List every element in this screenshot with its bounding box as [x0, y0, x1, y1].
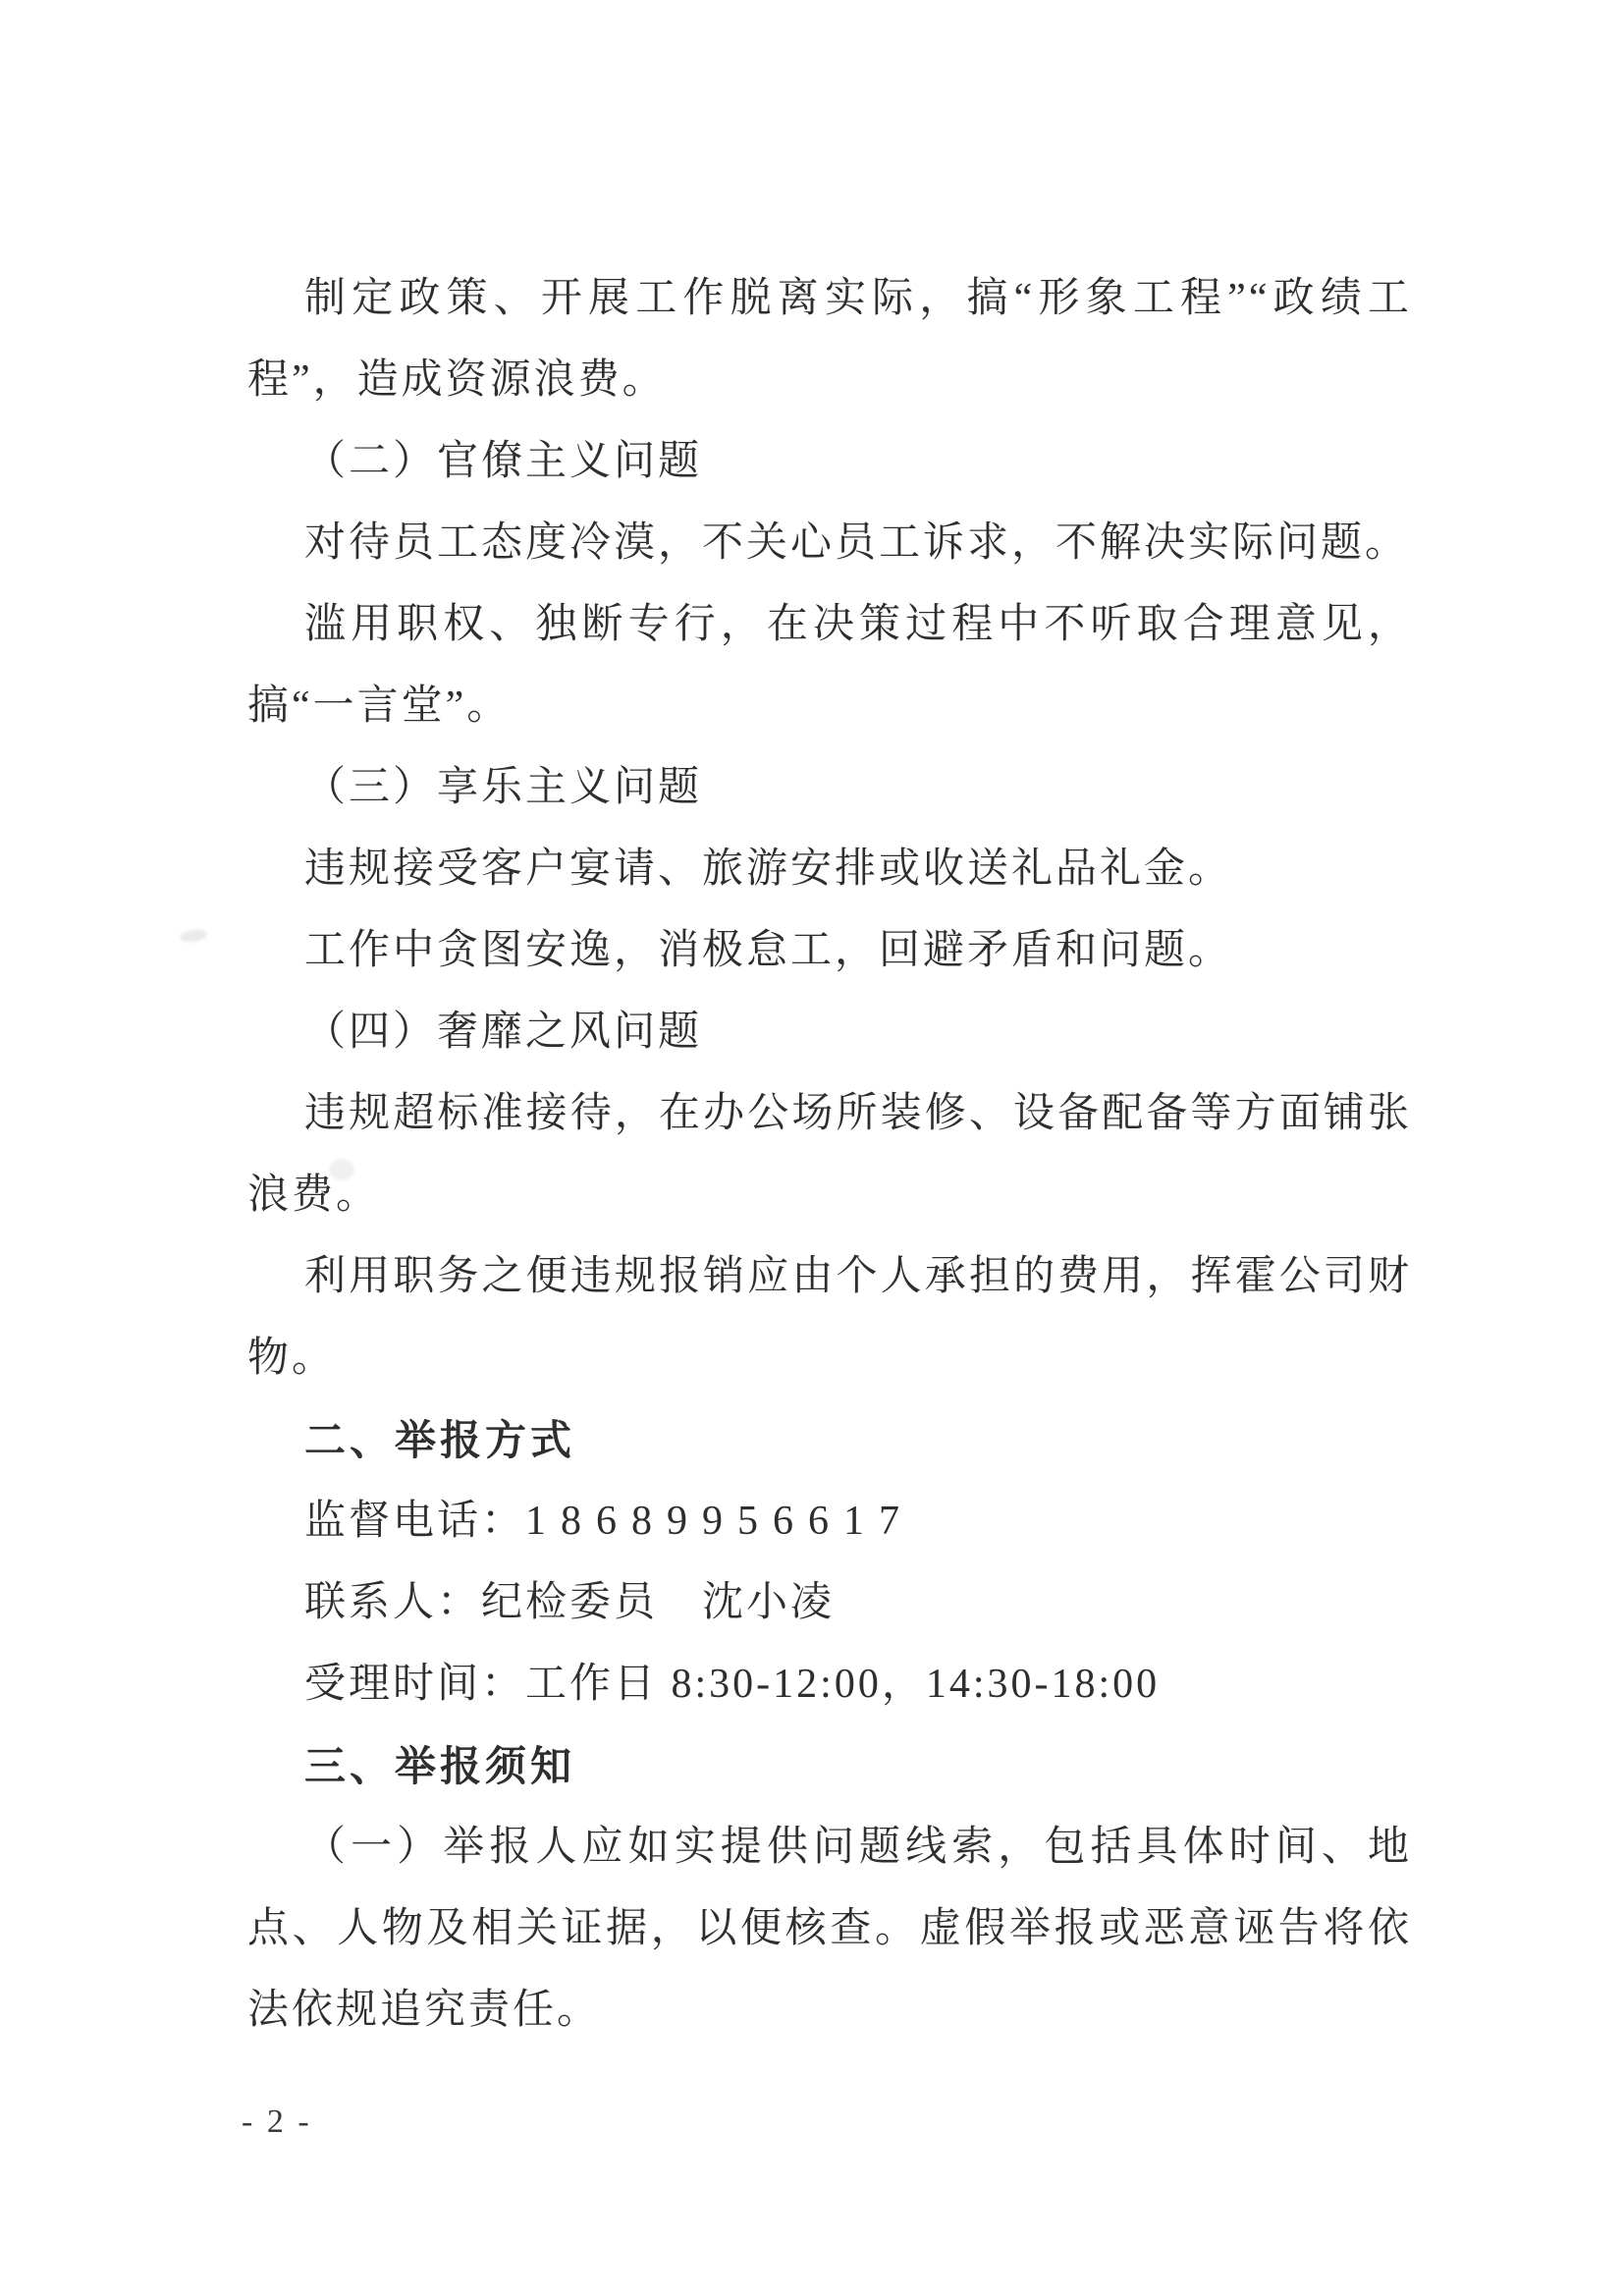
- para-abuse-of-power: 滥用职权、独断专行，在决策过程中不听取合理意见，搞“一言堂”。: [247, 602, 1412, 729]
- para-cold-attitude: 对待员工态度冷漠，不关心员工诉求，不解决实际问题。: [304, 520, 1410, 566]
- section-heading-report-notes: 三、举报须知: [304, 1743, 576, 1789]
- para-banquets-gifts: 违规接受客户宴请、旅游安排或收送礼品礼金。: [304, 847, 1233, 892]
- subsection-heading-bureaucracy: （二）官僚主义问题: [304, 439, 703, 484]
- para-improper-reimbursement: 利用职务之便违规报销应由个人承担的费用，挥霍公司财物。: [247, 1254, 1412, 1381]
- line-contact-person: 联系人：纪检委员 沈小凌: [304, 1580, 836, 1625]
- para-idleness: 工作中贪图安逸，消极怠工，回避矛盾和问题。: [304, 928, 1233, 973]
- scan-smudge: [179, 928, 207, 944]
- line-accept-time: 受理时间：工作日 8:30-12:00，14:30-18:00: [304, 1662, 1161, 1707]
- phone-number: 18689956617: [525, 1499, 915, 1544]
- para-report-requirements: （一）举报人应如实提供问题线索，包括具体时间、地点、人物及相关证据，以便核查。虚假举报或恶意诬告将依法依规追究责任。: [247, 1825, 1412, 2033]
- para-over-standard-reception: 违规超标准接待，在办公场所装修、设备配备等方面铺张浪费。: [247, 1091, 1412, 1218]
- scan-smudge: [329, 1159, 354, 1180]
- line-supervision-phone: [247, 1481, 1412, 1562]
- subsection-heading-hedonism: （三）享乐主义问题: [304, 765, 703, 810]
- document-body: [247, 258, 1412, 2051]
- phone-label: 监督电话：: [304, 1499, 526, 1544]
- section-heading-report-methods: 二、举报方式: [304, 1417, 576, 1463]
- para-policy-detachment: 制定政策、开展工作脱离实际，搞“形象工程”“政绩工程”，造成资源浪费。: [247, 276, 1412, 403]
- page-number: - 2 -: [242, 2104, 312, 2140]
- subsection-heading-extravagance: （四）奢靡之风问题: [304, 1010, 703, 1055]
